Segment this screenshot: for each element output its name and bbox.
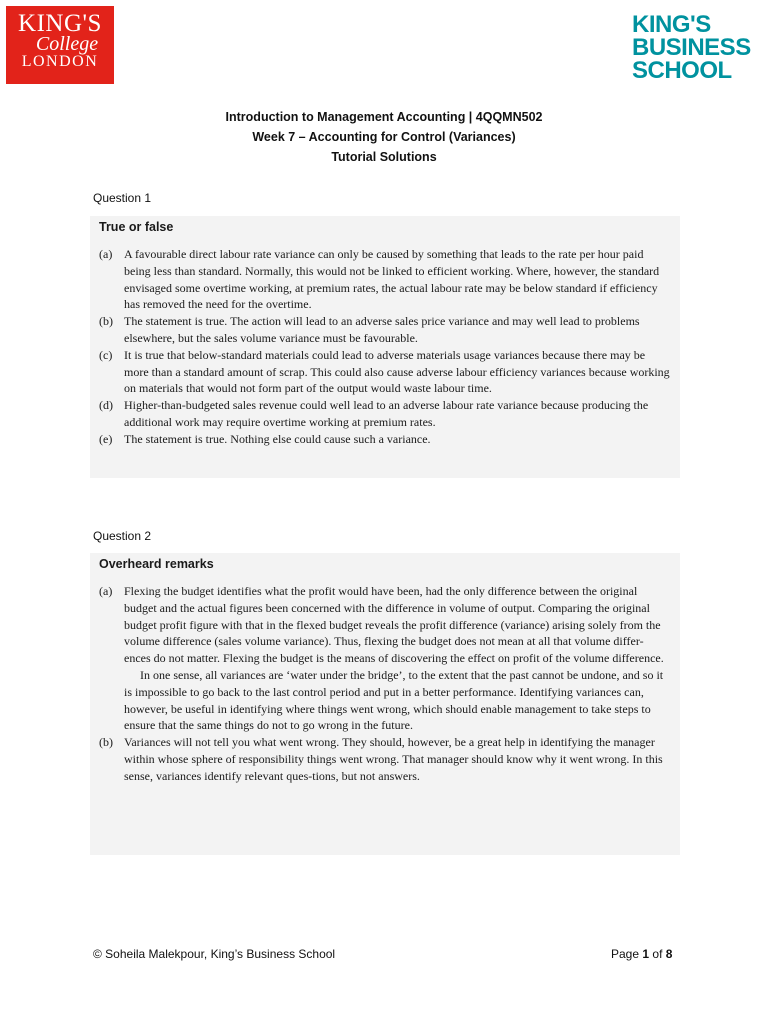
kcl-logo-line2: College: [35, 33, 99, 55]
q1-item-text: Higher-than-budgeted sales revenue could well lead to an adverse labour rate variance because producing the additional work may require overtime working at premium rates.: [124, 398, 649, 429]
q1-item-label: (d): [99, 398, 113, 413]
q2-item-paragraph: In one sense, all variances are ‘water under the bridge’, to the extent that the past cannot be undone, and so it is impossible to go back to the last control period and put in a better performance. Identifying variances can, however, be useful in identifying where things went wrong, which should enable management to take steps to ensure that the same things do not to go wrong in the future.: [124, 667, 664, 733]
question-2-label: Question 2: [93, 529, 152, 543]
question-1-scan: [90, 216, 680, 478]
question-1-label: Question 1: [93, 191, 152, 205]
kings-college-london-logo: [6, 6, 114, 84]
q1-item-label: (c): [99, 347, 113, 362]
kbs-logo-line1: KING'S: [632, 11, 711, 38]
week-title: Week 7 – Accounting for Control (Variances): [252, 130, 516, 144]
q2-item-a: [90, 583, 680, 734]
q1-item-text: A favourable direct labour rate variance can only be caused by something that leads to the rate per hour paid being less than standard. Normally, this would not be linked to efficient working. Where, however, the standard envisaged some overtime working, at premium rates, the actual labour rate may be below standard if efficiency has removed the need for the overtime.: [124, 247, 660, 312]
footer-copyright: © Soheila Malekpour, King’s Business School: [93, 947, 336, 961]
q1-item-d: [90, 397, 680, 431]
q1-item-a: [90, 246, 680, 313]
document-subtitle: Tutorial Solutions: [331, 150, 437, 164]
q2-item-label: (a): [99, 584, 113, 598]
footer-page-number: [611, 947, 672, 961]
q1-item-text: The statement is true. The action will lead to an adverse sales price variance and may well lead to problems elsewhere, but the sales volume variance must be favourable.: [124, 314, 640, 345]
q2-item-paragraph: Variances will not tell you what went wrong. They should, however, be a great help in identifying the manager within whose sphere of responsibility things went wrong. That manager should know why it went wrong. In this sense, variances identify relevant ques-tions, but not answers.: [124, 735, 663, 783]
course-title: Introduction to Management Accounting | 4QQMN502: [225, 110, 543, 124]
question-2-title: Overheard remarks: [99, 557, 214, 571]
page-of: of: [652, 947, 663, 961]
kcl-logo-line3: LONDON: [21, 53, 99, 70]
q1-item-c: [90, 347, 680, 397]
document-header: [0, 107, 768, 167]
q1-item-text: It is true that below-standard materials could lead to adverse materials usage variances because there may be more than a standard amount of scrap. This could also cause adverse labour efficiency variances because working on materials that would not form part of the output would waste labour time.: [124, 347, 670, 396]
page-total: 8: [665, 947, 673, 961]
kbs-logo-line3: SCHOOL: [632, 57, 732, 84]
q1-item-label: (b): [99, 314, 113, 329]
question-2-scan: [90, 553, 680, 855]
q1-item-label: (a): [99, 247, 113, 261]
page-word: Page: [611, 947, 640, 961]
q2-item-b: [90, 734, 680, 784]
question-1-title: True or false: [99, 220, 174, 234]
q1-item-e: [90, 431, 680, 448]
q1-item-text: The statement is true. Nothing else could cause such a variance.: [124, 431, 431, 446]
kbs-logo-line2: BUSINESS: [632, 34, 751, 61]
q2-item-paragraph: Flexing the budget identifies what the profit would have been, had the only difference between the original budget and the actual figures been concerned with the difference in volume of output. Comparing the original budget profit figure with that in the flexed budget reveals the profit difference (variance) arising solely from the volume difference (sales volume variance). Thus, flexing the budget does not mean at all that volume differ-ences do not matter. Flexing the budget is the means of discovering the effect on profit of the volume difference.: [124, 584, 664, 666]
q1-item-b: [90, 313, 680, 347]
kings-business-school-logo: [632, 13, 751, 82]
page-current: 1: [642, 947, 650, 961]
q2-item-label: (b): [99, 735, 113, 750]
q1-item-label: (e): [99, 431, 113, 446]
kcl-logo-line1: KING'S: [18, 10, 102, 37]
